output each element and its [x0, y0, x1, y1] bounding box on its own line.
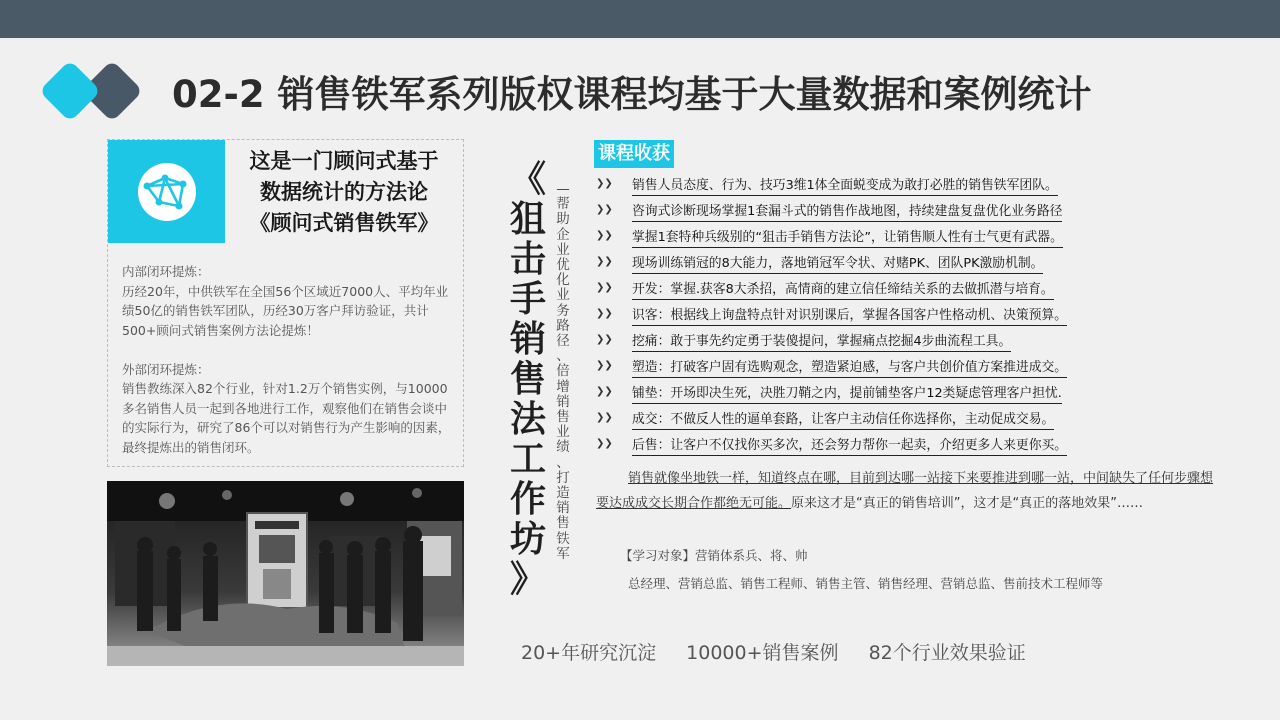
benefit-text: 现场训练销冠的8大能力，落地销冠军令状、对赌PK、团队PK激励机制。: [632, 255, 1043, 274]
double-chevron-right-icon: ❯❯: [596, 438, 613, 449]
workshop-subtitle-char: 路: [556, 317, 570, 334]
targets-line1: 【学习对象】营销体系兵、将、帅: [620, 548, 808, 563]
network-globe-icon: [108, 140, 225, 243]
workshop-subtitle-char: 优: [556, 257, 570, 274]
benefit-text: 掌握1套特种兵级别的“狙击手销售方法论”，让销售顺人性有士气更有武器。: [632, 229, 1063, 248]
workshop-title-char: 手: [509, 279, 546, 320]
internal-heading: 内部闭环提炼：: [122, 264, 210, 279]
event-photo: [107, 481, 464, 666]
workshop-title-char: 法: [509, 399, 546, 440]
workshop-title-char: 《: [509, 159, 546, 200]
workshop-subtitle-char: 铁: [556, 530, 570, 547]
double-chevron-right-icon: ❯❯: [596, 230, 613, 241]
double-chevron-right-icon: ❯❯: [596, 256, 613, 267]
panel-body: [122, 262, 454, 457]
page-title: 02-2 销售铁军系列版权课程均基于大量数据和案例统计: [172, 73, 1092, 116]
workshop-subtitle-char: 销: [556, 393, 570, 410]
list-item: [596, 200, 1236, 226]
summary-paragraph: [596, 466, 1220, 516]
benefit-text: 开发：掌握.获客8大杀招，高情商的建立信任缔结关系的去做抓潜与培育。: [632, 281, 1054, 300]
summary-part2: 原来这才是“真正的销售培训”，这才是“真正的落地效果”……: [791, 496, 1143, 511]
workshop-title-char: 作: [509, 479, 546, 520]
benefit-text: 销售人员态度、行为、技巧3维1体全面蜕变成为敢打必胜的销售铁军团队。: [632, 177, 1058, 196]
stat-item: 82个行业效果验证: [868, 642, 1026, 664]
workshop-title-char: 狙: [509, 199, 546, 240]
workshop-title: [503, 160, 553, 600]
stat-item: 20+年研究沉淀: [521, 642, 657, 664]
logo-diamonds: [38, 56, 148, 126]
workshop-subtitle-char: 帮: [556, 196, 570, 213]
double-chevron-right-icon: ❯❯: [596, 386, 613, 397]
harvest-title: 课程收获: [594, 140, 674, 168]
workshop-subtitle-char: 倍: [556, 363, 570, 380]
external-text: 销售教练深入82个行业，针对1.2万个销售实例，与10000多名销售人员一起到各地进行工作，观察他们在销售会谈中的实际行为，研究了86个可以对销售行为产生影响的因素，最终提炼出的销售闭环。: [122, 381, 451, 455]
targets-line2: 总经理、营销总监、销售工程师、销售主管、销售经理、营销总监、售前技术工程师等: [628, 576, 1104, 591]
list-item: [596, 434, 1236, 460]
list-item: [596, 408, 1236, 434]
workshop-title-char: 销: [509, 319, 546, 360]
benefit-text: 识客：根据线上询盘特点针对识别课后，掌握各国客户性格动机、决策预算。: [632, 307, 1067, 326]
double-chevron-right-icon: ❯❯: [596, 204, 613, 215]
workshop-subtitle-char: 、: [556, 454, 570, 471]
panel-title: [228, 146, 460, 239]
benefit-text: 铺垫：开场即决生死，决胜刀鞘之内，提前铺垫客户12类疑虑管理客户担忧.: [632, 385, 1062, 404]
panel-title-line: 这是一门顾问式基于: [249, 149, 439, 173]
workshop-subtitle-char: 、: [556, 348, 570, 365]
methodology-panel: [107, 139, 464, 467]
workshop-title-char: 》: [509, 559, 546, 600]
external-heading: 外部闭环提炼：: [122, 361, 210, 377]
panel-title-line: 《顾问式销售铁军》: [249, 211, 439, 235]
workshop-subtitle-char: 增: [556, 378, 570, 395]
double-chevron-right-icon: ❯❯: [596, 360, 613, 371]
workshop-subtitle-char: 售: [556, 515, 570, 532]
workshop-subtitle-char: 业: [556, 424, 570, 441]
summary-part1: 销售就像坐地铁一样，知道终点在哪，目前到达哪一站接下来要推进到哪一站，中间缺失了任何步骤想要达成成交长期合作都绝无可能。: [596, 471, 1214, 511]
stats-bar: [521, 638, 1050, 665]
workshop-title-char: 售: [509, 359, 546, 400]
list-item: [596, 330, 1236, 356]
list-item: [596, 356, 1236, 382]
workshop-subtitle-char: 助: [556, 211, 570, 228]
workshop-subtitle-char: 造: [556, 485, 570, 502]
blue-diamond-shape: [39, 60, 101, 122]
stat-item: 10000+销售案例: [686, 642, 839, 664]
panel-title-line: 数据统计的方法论: [260, 180, 428, 204]
list-item: [596, 252, 1236, 278]
benefit-text: 成交：不做反人性的逼单套路，让客户主动信任你选择你，主动促成交易。: [632, 411, 1054, 430]
workshop-subtitle-char: 务: [556, 302, 570, 319]
workshop-subtitle-char: 化: [556, 272, 570, 289]
double-chevron-right-icon: ❯❯: [596, 282, 613, 293]
list-item: [596, 304, 1236, 330]
double-chevron-right-icon: ❯❯: [596, 308, 613, 319]
workshop-subtitle: [553, 182, 573, 562]
workshop-subtitle-char: 径: [556, 333, 570, 350]
benefit-text: 咨询式诊断现场掌握1套漏斗式的销售作战地图，持续建盘复盘优化业务路径: [632, 203, 1062, 222]
benefit-text: 挖痛：敢于事先约定勇于装傻提问，掌握痛点挖掘4步曲流程工具。: [632, 333, 1011, 352]
double-chevron-right-icon: ❯❯: [596, 334, 613, 345]
workshop-subtitle-char: 企: [556, 226, 570, 243]
list-item: [596, 174, 1236, 200]
workshop-subtitle-char: 业: [556, 241, 570, 258]
double-chevron-right-icon: ❯❯: [596, 178, 613, 189]
top-bar: [0, 0, 1280, 38]
benefit-text: 后售：让客户不仅找你买多次，还会努力帮你一起卖，介绍更多人来更你买。: [632, 437, 1067, 456]
workshop-subtitle-char: 绩: [556, 439, 570, 456]
workshop-subtitle-char: 业: [556, 287, 570, 304]
workshop-subtitle-char: 军: [556, 545, 570, 562]
list-item: [596, 278, 1236, 304]
workshop-subtitle-char: 打: [556, 469, 570, 486]
double-chevron-right-icon: ❯❯: [596, 412, 613, 423]
workshop-title-char: 击: [509, 239, 546, 280]
list-item: [596, 382, 1236, 408]
benefit-text: 塑造：打破客户固有选购观念，塑造紧迫感，与客户共创价值方案推进成交。: [632, 359, 1067, 378]
workshop-subtitle-char: —: [556, 181, 570, 197]
workshop-title-char: 工: [509, 439, 546, 480]
benefit-list: [596, 174, 1236, 460]
workshop-title-char: 坊: [509, 519, 546, 560]
learning-targets: [620, 542, 1103, 598]
internal-text: 历经20年，中供铁军在全国56个区域近7000人、平均年业绩50亿的销售铁军团队，历经30万客户拜访验证，共计500+顾问式销售案例方法论提炼！: [122, 283, 449, 338]
list-item: [596, 226, 1236, 252]
workshop-subtitle-char: 销: [556, 500, 570, 517]
workshop-subtitle-char: 售: [556, 409, 570, 426]
